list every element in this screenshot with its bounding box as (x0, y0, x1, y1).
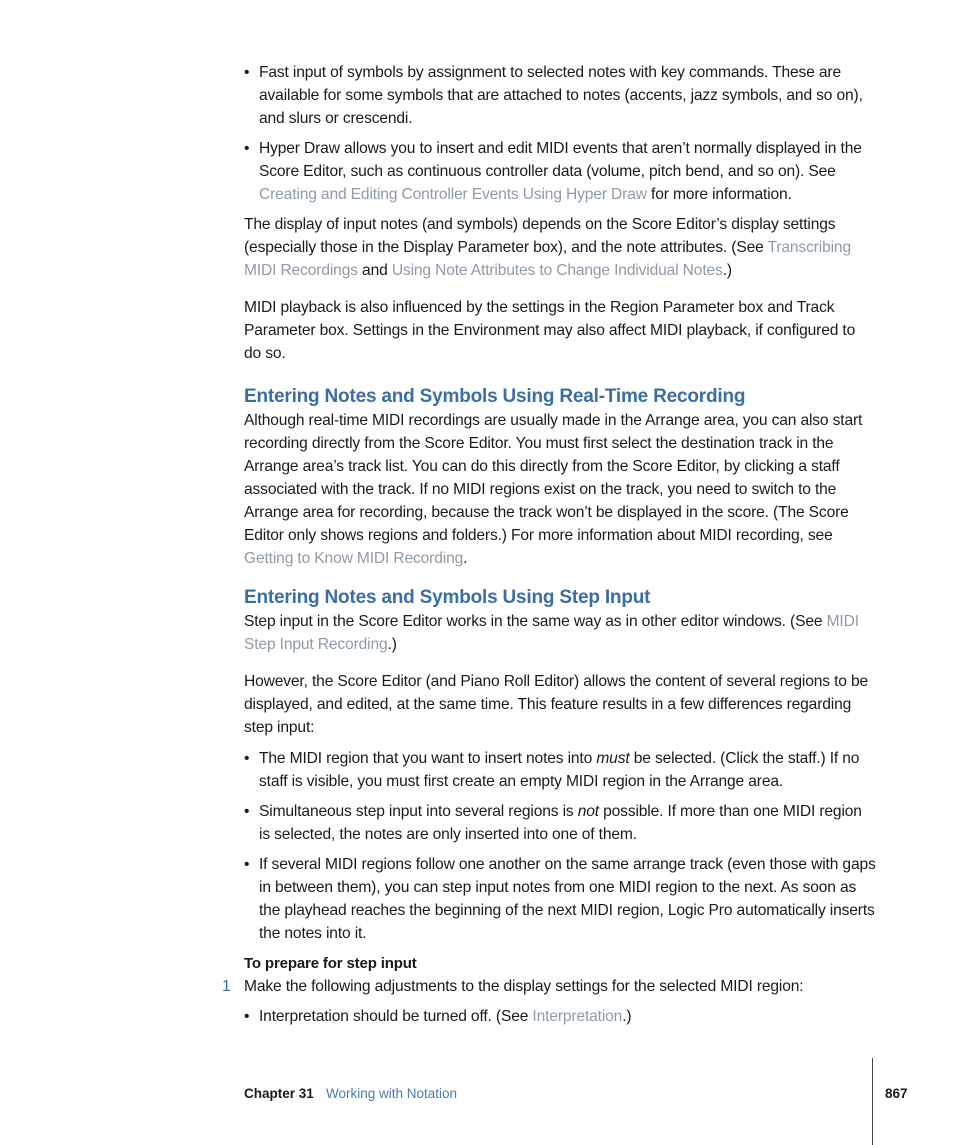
bullet-dot: • (244, 64, 250, 81)
bullet-dot: • (244, 140, 250, 157)
footer (244, 1086, 908, 1106)
bullet-dot: • (244, 856, 250, 873)
task-title: To prepare for step input (244, 955, 417, 972)
text: Step input in the Score Editor works in the same way as in other editor windows. (See (244, 613, 827, 630)
paragraph-display-input (244, 213, 876, 282)
bullet-item (244, 800, 876, 846)
cross-reference-link[interactable]: Interpretation (532, 1008, 623, 1025)
bullet-item (244, 61, 876, 130)
text: The MIDI region that you want to insert notes into (259, 750, 597, 767)
link-midi-step-input-recording[interactable]: MIDI Step Input Recording (244, 613, 859, 653)
text: .) (722, 262, 732, 279)
step-1 (222, 975, 876, 998)
bullet-dot: • (244, 750, 250, 767)
text: Although real-time MIDI recordings are usually made in the Arrange area, you can also start recording directly from the Score Editor. You must first select the destination track in the Arrange area’s track list. You can do this directly from the Score Editor, by clicking a staff associated with the track. If no MIDI regions exist on the track, you need to switch to the Arrange area for recording, because the track won’t be displayed in the score. (The Score Editor only shows regions and folders.) For more information about MIDI recording, see (244, 412, 863, 544)
emphasis-text: must (596, 750, 630, 767)
text: Simultaneous step input into several regions is (259, 803, 578, 820)
text: and (357, 262, 392, 279)
heading-real-time-recording: Entering Notes and Symbols Using Real-Time Recording (244, 386, 746, 407)
bullet-list-step-input (244, 747, 876, 945)
paragraph-several-regions: However, the Score Editor (and Piano Roll Editor) allows the content of several regions to be displayed, and edited, at the same time. This feature results in a few differences regarding step input: (244, 673, 869, 736)
text: . (463, 550, 468, 567)
bullet-item (244, 853, 876, 945)
link-getting-to-know-midi-recording[interactable]: Getting to Know MIDI Recording (244, 550, 464, 567)
text: Fast input of symbols by assignment to selected notes with key commands. These are available for some symbols that are attached to notes (accents, jazz symbols, and so on), and slurs or crescendi. (259, 64, 863, 127)
page-body (222, 61, 876, 1035)
step-number: 1 (222, 978, 231, 995)
bullet-list-adjustments (244, 1005, 876, 1028)
text: be selected. (Click the staff.) If no staff is visible, you must first create an empty MIDI region in the Arrange area. (259, 750, 860, 790)
bullet-item (244, 137, 876, 206)
bullet-dot: • (244, 1008, 250, 1025)
paragraph-step-input (244, 610, 876, 656)
footer-page-number: 867 (885, 1086, 908, 1101)
text: for more information. (646, 186, 792, 203)
bullet-list-features (244, 61, 876, 206)
heading-step-input: Entering Notes and Symbols Using Step Input (244, 587, 651, 608)
text: possible. If more than one MIDI region is selected, the notes are only inserted into one of them. (259, 803, 862, 843)
text: .) (622, 1008, 632, 1025)
text: Interpretation should be turned off. (See (259, 1008, 533, 1025)
paragraph-real-time-recording (244, 409, 876, 570)
bullet-item (244, 747, 876, 793)
step-text: Make the following adjustments to the display settings for the selected MIDI region: (244, 978, 804, 995)
bullet-dot: • (244, 803, 250, 820)
link-using-note-attributes[interactable]: Using Note Attributes to Change Individual Notes (391, 262, 723, 279)
text: Hyper Draw allows you to insert and edit MIDI events that aren’t normally displayed in the Score Editor, such as continuous controller data (volume, pitch bend, and so on). See (259, 140, 862, 180)
emphasis-text: not (577, 803, 599, 820)
footer-chapter-link[interactable]: Working with Notation (326, 1086, 458, 1101)
cross-reference-link[interactable]: Creating and Editing Controller Events Using Hyper Draw (259, 186, 647, 203)
text: .) (387, 636, 397, 653)
bullet-item (244, 1005, 876, 1028)
link-transcribing-midi-recordings[interactable]: Transcribing MIDI Recordings (244, 239, 851, 279)
text: If several MIDI regions follow one another on the same arrange track (even those with gaps in between them), you can step input notes from one MIDI region to the next. As soon as the playhead reaches the beginning of the next MIDI region, Logic Pro automatically inserts the notes into it. (259, 856, 876, 942)
paragraph-midi-playback: MIDI playback is also influenced by the settings in the Region Parameter box and Track Parameter box. Settings in the Environment may also affect MIDI playback, if configured to do so. (244, 299, 856, 362)
footer-chapter: Chapter 31 (244, 1086, 314, 1101)
text: The display of input notes (and symbols) depends on the Score Editor’s display settings (especially those in the Display Parameter box), and the note attributes. (See (244, 216, 836, 256)
